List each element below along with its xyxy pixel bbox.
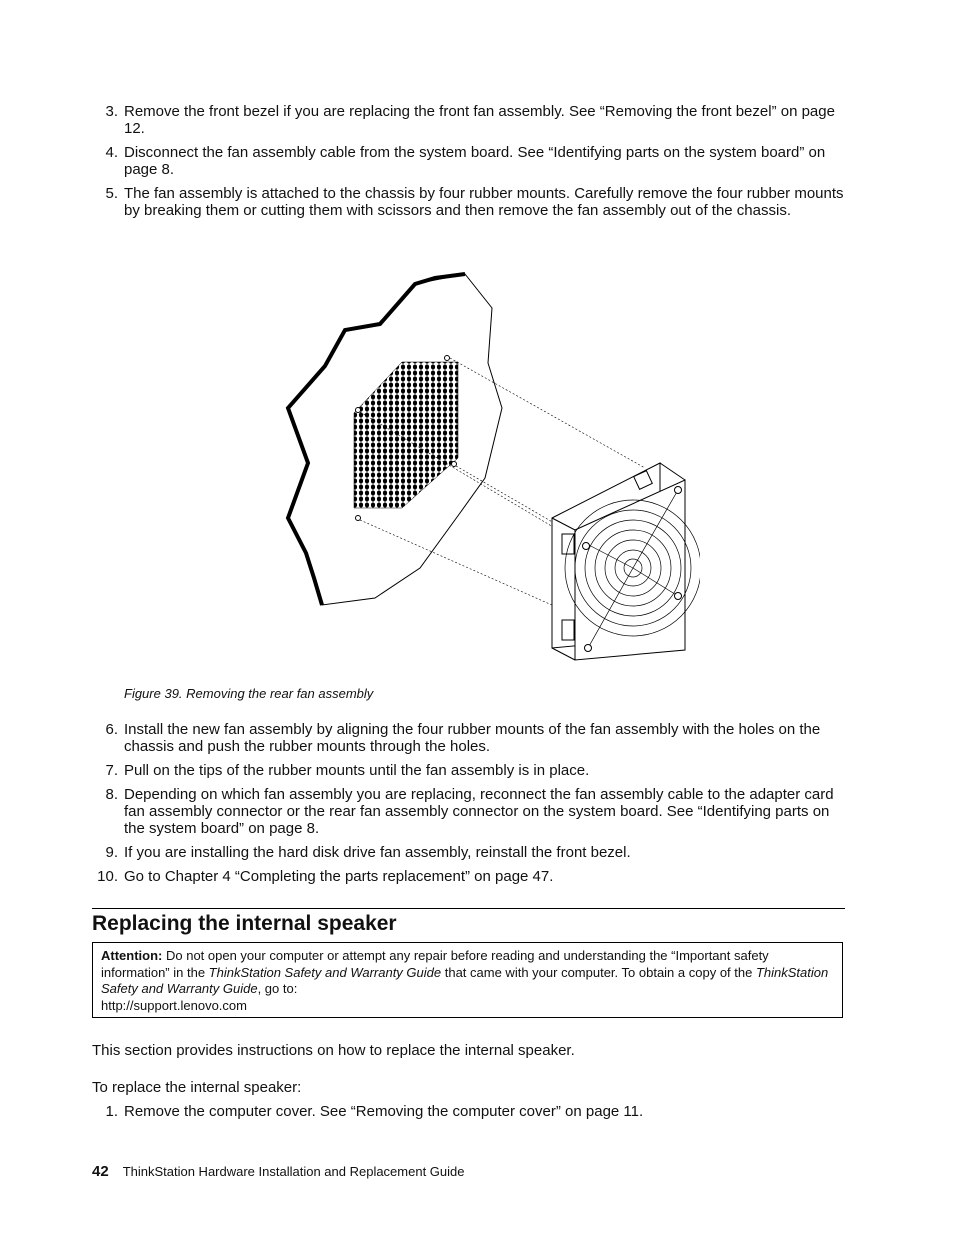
page-footer — [92, 1163, 465, 1180]
step-number: 3. — [105, 103, 118, 120]
fan-removal-illustration — [280, 268, 700, 668]
support-url: http://support.lenovo.com — [101, 997, 247, 1013]
page-number: 42 — [92, 1163, 109, 1180]
step-text: If you are installing the hard disk drive fan assembly, reinstall the front bezel. — [124, 844, 631, 861]
steps-list-top — [92, 103, 852, 226]
step-text: Remove the front bezel if you are replacing the front fan assembly. See “Removing the front bezel” on page 12. — [124, 103, 835, 137]
list-item — [92, 844, 852, 861]
step-text: The fan assembly is attached to the chassis by four rubber mounts. Carefully remove the four rubber mounts by breaking them or cutting them with scissors and then remove the fan assembly out of the chassis. — [124, 185, 844, 219]
attention-text: Do not open your computer or attempt any repair before reading and understanding the “Important safety information” in the — [101, 948, 769, 980]
list-item — [92, 868, 852, 885]
section-title: Replacing the internal speaker — [92, 912, 397, 935]
step-number: 5. — [105, 185, 118, 202]
step-number: 6. — [105, 721, 118, 738]
step-number: 9. — [105, 844, 118, 861]
attention-label: Attention: — [101, 948, 163, 963]
footer-title: ThinkStation Hardware Installation and Replacement Guide — [122, 1164, 465, 1179]
step-number: 4. — [105, 144, 118, 161]
fan-assembly — [552, 463, 700, 660]
figure-caption: Figure 39. Removing the rear fan assembly — [124, 686, 374, 701]
list-item — [92, 762, 852, 779]
steps-list-bottom — [92, 1103, 852, 1127]
list-item — [92, 144, 852, 178]
step-text: Go to Chapter 4 “Completing the parts replacement” on page 47. — [124, 868, 554, 885]
step-text: Depending on which fan assembly you are replacing, reconnect the fan assembly cable to the adapter card fan assembly connector or the rear fan assembly connector on the system board. See “Identifying parts on the system board” on page 8. — [124, 786, 834, 837]
guide-title: ThinkStation Safety and Warranty Guide — [208, 964, 442, 980]
steps-list-middle — [92, 721, 852, 892]
step-number: 10. — [97, 868, 118, 885]
attention-notice — [92, 942, 843, 1018]
step-text: Remove the computer cover. See “Removing the computer cover” on page 11. — [124, 1103, 644, 1120]
step-number: 8. — [105, 786, 118, 803]
list-item — [92, 1103, 852, 1120]
section-divider — [92, 908, 845, 909]
list-item — [92, 786, 852, 837]
step-text: Install the new fan assembly by aligning the four rubber mounts of the fan assembly with the holes on the chassis and push the rubber mounts through the holes. — [124, 721, 821, 755]
intro-paragraph: This section provides instructions on how to replace the internal speaker. — [92, 1042, 575, 1059]
step-number: 1. — [105, 1103, 118, 1120]
list-item — [92, 721, 852, 755]
attention-text: that came with your computer. To obtain a copy of the — [441, 964, 756, 980]
lead-paragraph: To replace the internal speaker: — [92, 1079, 302, 1096]
attention-text: , go to: — [257, 981, 298, 996]
step-text: Pull on the tips of the rubber mounts until the fan assembly is in place. — [124, 762, 590, 779]
guide-title: ThinkStation Safety and Warranty Guide — [101, 964, 829, 996]
step-text: Disconnect the fan assembly cable from the system board. See “Identifying parts on the system board” on page 8. — [124, 144, 826, 178]
list-item — [92, 185, 852, 219]
list-item — [92, 103, 852, 137]
step-number: 7. — [105, 762, 118, 779]
